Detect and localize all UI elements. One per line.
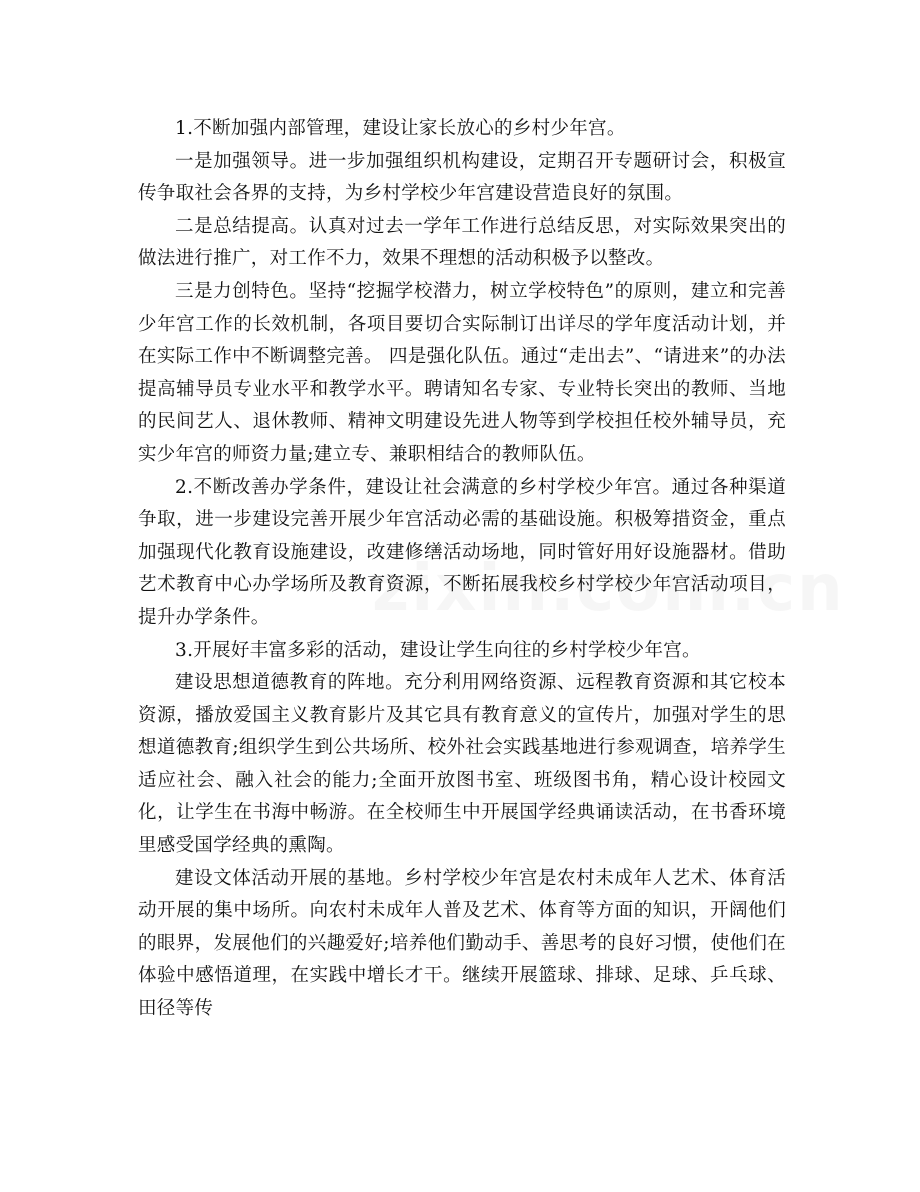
- paragraph-3: 二是总结提高。认真对过去一学年工作进行总结反思，对实际效果突出的做法进行推广，对工作不力，效果不理想的活动积极予以整改。: [138, 215, 786, 270]
- paragraph-8: 建设文体活动开展的基地。乡村学校少年宫是农村未成年人艺术、体育活动开展的集中场所。向农村未成年人普及艺术、体育等方面的知识，开阔他们的眼界，发展他们的兴趣爱好;培养他们勤动手、善思考的良好习惯，使他们在体验中感悟道理，在实践中增长才干。继续开展篮球、排球、足球、乒乓球、田径等传: [138, 867, 786, 1020]
- paragraph-1: 1.不断加强内部管理，建设让家长放心的乡村少年宫。: [175, 118, 626, 139]
- paragraph-2: 一是加强领导。进一步加强组织机构建设，定期召开专题研讨会，积极宣传争取社会各界的支持，为乡村学校少年宫建设营造良好的氛围。: [138, 150, 786, 205]
- paragraph-5: 2.不断改善办学条件，建设让社会满意的乡村学校少年宫。通过各种渠道争取，进一步建设完善开展少年宫活动必需的基础设施。积极筹措资金，重点加强现代化教育设施建设，改建修缮活动场地，同时管好用好设施器材。借助艺术教育中心办学场所及教育资源，不断拓展我校乡村学校少年宫活动项目，提升办学条件。: [138, 476, 786, 628]
- paragraph-6: 3.开展好丰富多彩的活动，建设让学生向往的乡村学校少年宫。: [175, 639, 701, 661]
- document-body: [138, 113, 786, 1026]
- paragraph-4: 三是力创特色。坚持“挖掘学校潜力，树立学校特色”的原则，建立和完善少年宫工作的长效机制，各项目要切合实际制订出详尽的学年度活动计划，并在实际工作中不断调整完善。 四是强化队伍。通过“走出去”、“请进来”的办法提高辅导员专业水平和教学水平。聘请知名专家、专业特长突出的教师、当地的民间艺人、退休教师、精神文明建设先进人物等到学校担任校外辅导员，充实少年宫的师资力量;建立专、兼职相结合的教师队伍。: [138, 280, 786, 465]
- paragraph-7: 建设思想道德教育的阵地。充分利用网络资源、远程教育资源和其它校本资源，播放爱国主义教育影片及其它具有教育意义的宣传片，加强对学生的思想道德教育;组织学生到公共场所、校外社会实践基地进行参观调查，培养学生适应社会、融入社会的能力;全面开放图书室、班级图书角，精心设计校园文化，让学生在书海中畅游。在全校师生中开展国学经典诵读活动，在书香环境里感受国学经典的熏陶。: [138, 672, 786, 857]
